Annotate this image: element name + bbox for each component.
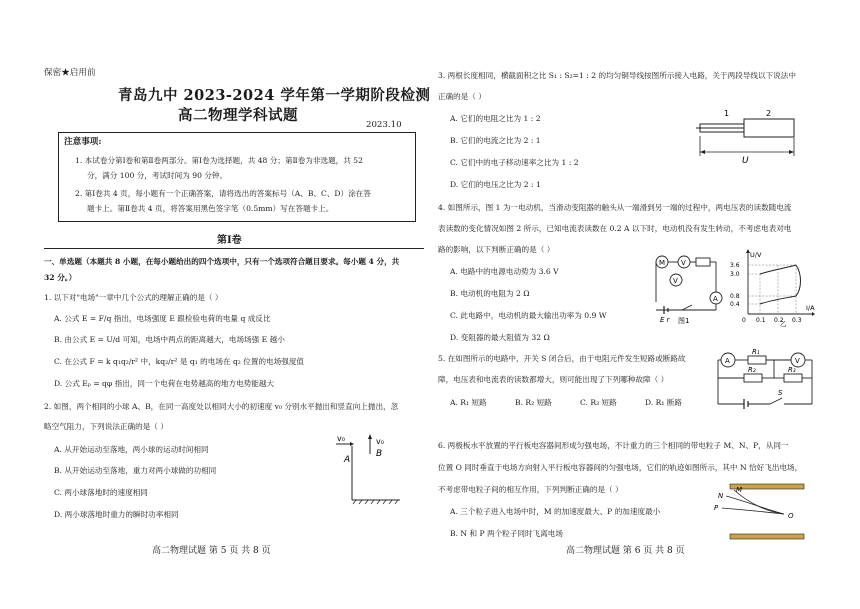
- q2-label-b: B: [376, 449, 383, 459]
- q4-axis-ia: I/A: [806, 304, 815, 312]
- q2-label-v0-b: v₀: [376, 437, 384, 446]
- svg-text:M: M: [659, 259, 666, 267]
- q6-label-m: M: [736, 486, 743, 494]
- q1-stem: 1. 以下对"电场"一章中几个公式的理解正确的是（ ）: [44, 293, 223, 302]
- q3-figure: [694, 106, 806, 166]
- q4-graph-figure: [728, 248, 816, 328]
- q1-option-a: A. 公式 E = F/q 指出，电场强度 E 跟检验电荷的电量 q 成反比: [54, 314, 271, 323]
- q5-option-b: B. R₂ 短路: [515, 398, 552, 407]
- q3-option-c: C. 它们中的电子移动速率之比为 1 : 2: [450, 158, 579, 167]
- svg-text:A: A: [713, 295, 718, 303]
- q6-stem-3: 不考虑带电粒子间的相互作用，下列判断正确的是（ ）: [438, 485, 623, 494]
- q2-option-a: A. 从开始运动至落地，两小球的运动时间相同: [54, 445, 209, 454]
- q4-tick-y-1: 3.6: [730, 262, 740, 269]
- q1-option-d: D. 公式 Eₚ = qφ 指出，同一个电荷在电势越高的地方电势能越大: [54, 379, 275, 388]
- q3-label-1: 1: [724, 109, 730, 118]
- q5-label-r3: R₃: [788, 366, 796, 374]
- q6-stem-1: 6. 两极板水平放置的平行板电容器间形成匀强电场，不计重力的三个相同的带电粒子 M、N、P，从同一: [438, 441, 789, 450]
- q4-tick-y-4: 0.4: [730, 301, 740, 308]
- q4-option-b: B. 电动机的电阻为 2 Ω: [450, 289, 530, 298]
- q2-option-b: B. 从开始运动至落地，重力对两小球做的功相同: [54, 466, 217, 475]
- q2-option-d: D. 两小球落地时重力的瞬时功率相同: [54, 510, 179, 519]
- q6-capacitor-figure: [708, 480, 808, 542]
- q2-figure: [330, 430, 410, 508]
- q3-stem-1: 3. 两根长度相同，横截面积之比 S₁ : S₂=1 : 2 的均匀铜导线按图所示接入电路，关于两段导线以下说法中: [438, 71, 796, 80]
- q4-tick-x-2: 0.2: [774, 317, 784, 324]
- q5-label-r1: R₁: [752, 348, 760, 356]
- q3-option-b: B. 它们的电流之比为 2 : 1: [450, 136, 541, 145]
- q6-option-a: A. 三个粒子进入电场中时，M 的加速度最大、P 的加速度最小: [450, 507, 661, 516]
- notice-box: [58, 132, 416, 222]
- exam-subtitle: 高二物理学科试题: [178, 107, 298, 124]
- q2-stem-1: 2. 如图，两个相同的小球 A、B，在同一高度处以相同大小的初速度 v₀ 分别水平抛出和竖直向上抛出，忽: [44, 402, 399, 411]
- notice-item-2a: 2. 第Ⅰ卷共 4 页，每小题有一个正确答案，请将选出的答案标号（A、B、C、D）涂在答: [75, 189, 371, 198]
- q4-option-a: A. 电路中的电源电动势为 3.6 V: [450, 267, 559, 276]
- svg-text:V: V: [673, 277, 678, 285]
- q3-label-u: U: [742, 156, 749, 166]
- q4-option-d: D. 变阻器的最大阻值为 32 Ω: [450, 333, 550, 342]
- q4-stem-3: 路的影响，以下判断正确的是（ ）: [438, 245, 555, 254]
- q4-fig1-caption: 图1: [678, 317, 690, 325]
- svg-text:V: V: [681, 259, 686, 267]
- q4-tick-y-2: 3.0: [730, 271, 740, 278]
- q4-stem-1: 4. 如图所示，图 1 为一电动机，当滑动变阻器的触头从一端滑到另一端的过程中，两电压表的读数随电流: [438, 203, 792, 212]
- svg-text:A: A: [725, 357, 730, 365]
- notice-item-1b: 分，满分 100 分，考试时间为 90 分钟。: [87, 171, 228, 180]
- exam-title: 青岛九中 2023-2024 学年第一学期阶段检测: [118, 87, 431, 104]
- q6-label-o: O: [788, 512, 794, 520]
- q4-option-c: C. 此电路中，电动机的最大输出功率为 0.9 W: [450, 311, 607, 320]
- q5-label-r2: R₂: [748, 366, 756, 374]
- q1-option-c: C. 在公式 F = k q₁q₂/r² 中，kq₂/r² 是 q₁ 的电场在 q₂ 位置的电场强度值: [54, 357, 305, 366]
- q1-option-b: B. 由公式 E = U/d 可知，电场中两点的距离越大，电场场强 E 越小: [54, 335, 285, 344]
- q2-label-v0-a: v₀: [337, 434, 345, 443]
- q3-stem-2: 正确的是（ ）: [438, 92, 486, 101]
- q5-circuit-figure: [714, 346, 818, 416]
- q4-circuit-figure: [652, 248, 728, 326]
- notice-item-2b: 题卡上。第Ⅱ卷共 4 页，将答案用黑色签字笔（0.5mm）写在答题卡上。: [87, 204, 334, 213]
- q6-label-n: N: [718, 492, 724, 500]
- q5-stem-2: 障，电压表和电流表的读数都增大，则可能出现了下列哪种故障（ ）: [438, 375, 669, 384]
- q4-stem-2: 表读数的变化情况如图 2 所示，已知电流表读数在 0.2 A 以下时，电动机没有发生转动，不考虑电表对电: [438, 224, 792, 233]
- q4-tick-y-3: 0.8: [730, 293, 740, 300]
- q4-fig2-caption: 乙: [780, 320, 787, 328]
- confidential-mark: 保密★启用前: [44, 68, 96, 78]
- q6-option-b: B. N 和 P 两个粒子同时飞离电场: [450, 529, 563, 538]
- q6-stem-2: 位置 O 同时垂直于电场方向射入平行板电容器间的匀强电场，它们的轨迹如图所示，其中 N 恰好飞出电场，: [438, 463, 803, 472]
- q4-tick-x-1: 0.1: [756, 317, 766, 324]
- notice-heading: 注意事项:: [64, 137, 102, 147]
- exam-date: 2023.10: [366, 120, 402, 130]
- q4-axis-uv: U/V: [750, 251, 762, 259]
- q5-stem-1: 5. 在如图所示的电路中，开关 S 闭合后，由于电阻元件发生短路或断路故: [438, 354, 686, 363]
- volume-label: 第Ⅰ卷: [217, 235, 242, 246]
- q4-tick-x-0: 0: [742, 317, 746, 324]
- q2-stem-2: 略空气阻力，下列说法正确的是（ ）: [44, 422, 168, 431]
- notice-item-1a: 1. 本试卷分第Ⅰ卷和第Ⅱ卷两部分。第Ⅰ卷为选择题，共 48 分；第Ⅱ卷为非选题，共 52: [75, 156, 363, 165]
- q3-option-a: A. 它们的电阻之比为 1 : 2: [450, 114, 541, 123]
- q6-label-p: P: [714, 504, 719, 512]
- svg-text:E r: E r: [660, 316, 670, 324]
- right-page-footer: 高二物理试题 第 6 页 共 8 页: [566, 546, 685, 556]
- svg-text:V: V: [795, 357, 800, 365]
- q2-label-a: A: [344, 455, 351, 465]
- q5-option-a: A. R₁ 短路: [450, 398, 487, 407]
- q5-option-c: C. R₃ 短路: [580, 398, 617, 407]
- section-header-b: 32 分。）: [44, 273, 77, 282]
- q5-option-d: D. R₁ 断路: [645, 398, 683, 407]
- q3-label-2: 2: [766, 109, 772, 118]
- q3-option-d: D. 它们的电压之比为 2 : 1: [450, 180, 541, 189]
- q2-option-c: C. 两小球落地时的速度相同: [54, 488, 148, 497]
- left-page-footer: 高二物理试题 第 5 页 共 8 页: [152, 546, 271, 556]
- q4-tick-x-3: 0.3: [792, 317, 802, 324]
- q5-label-s: S: [778, 389, 783, 397]
- section-header-a: 一、单选题（本题共 8 小题，在每小题给出的四个选项中，只有一个选项符合题目要求。每小题 4 分，共: [44, 257, 400, 266]
- volume-rule: [44, 248, 424, 249]
